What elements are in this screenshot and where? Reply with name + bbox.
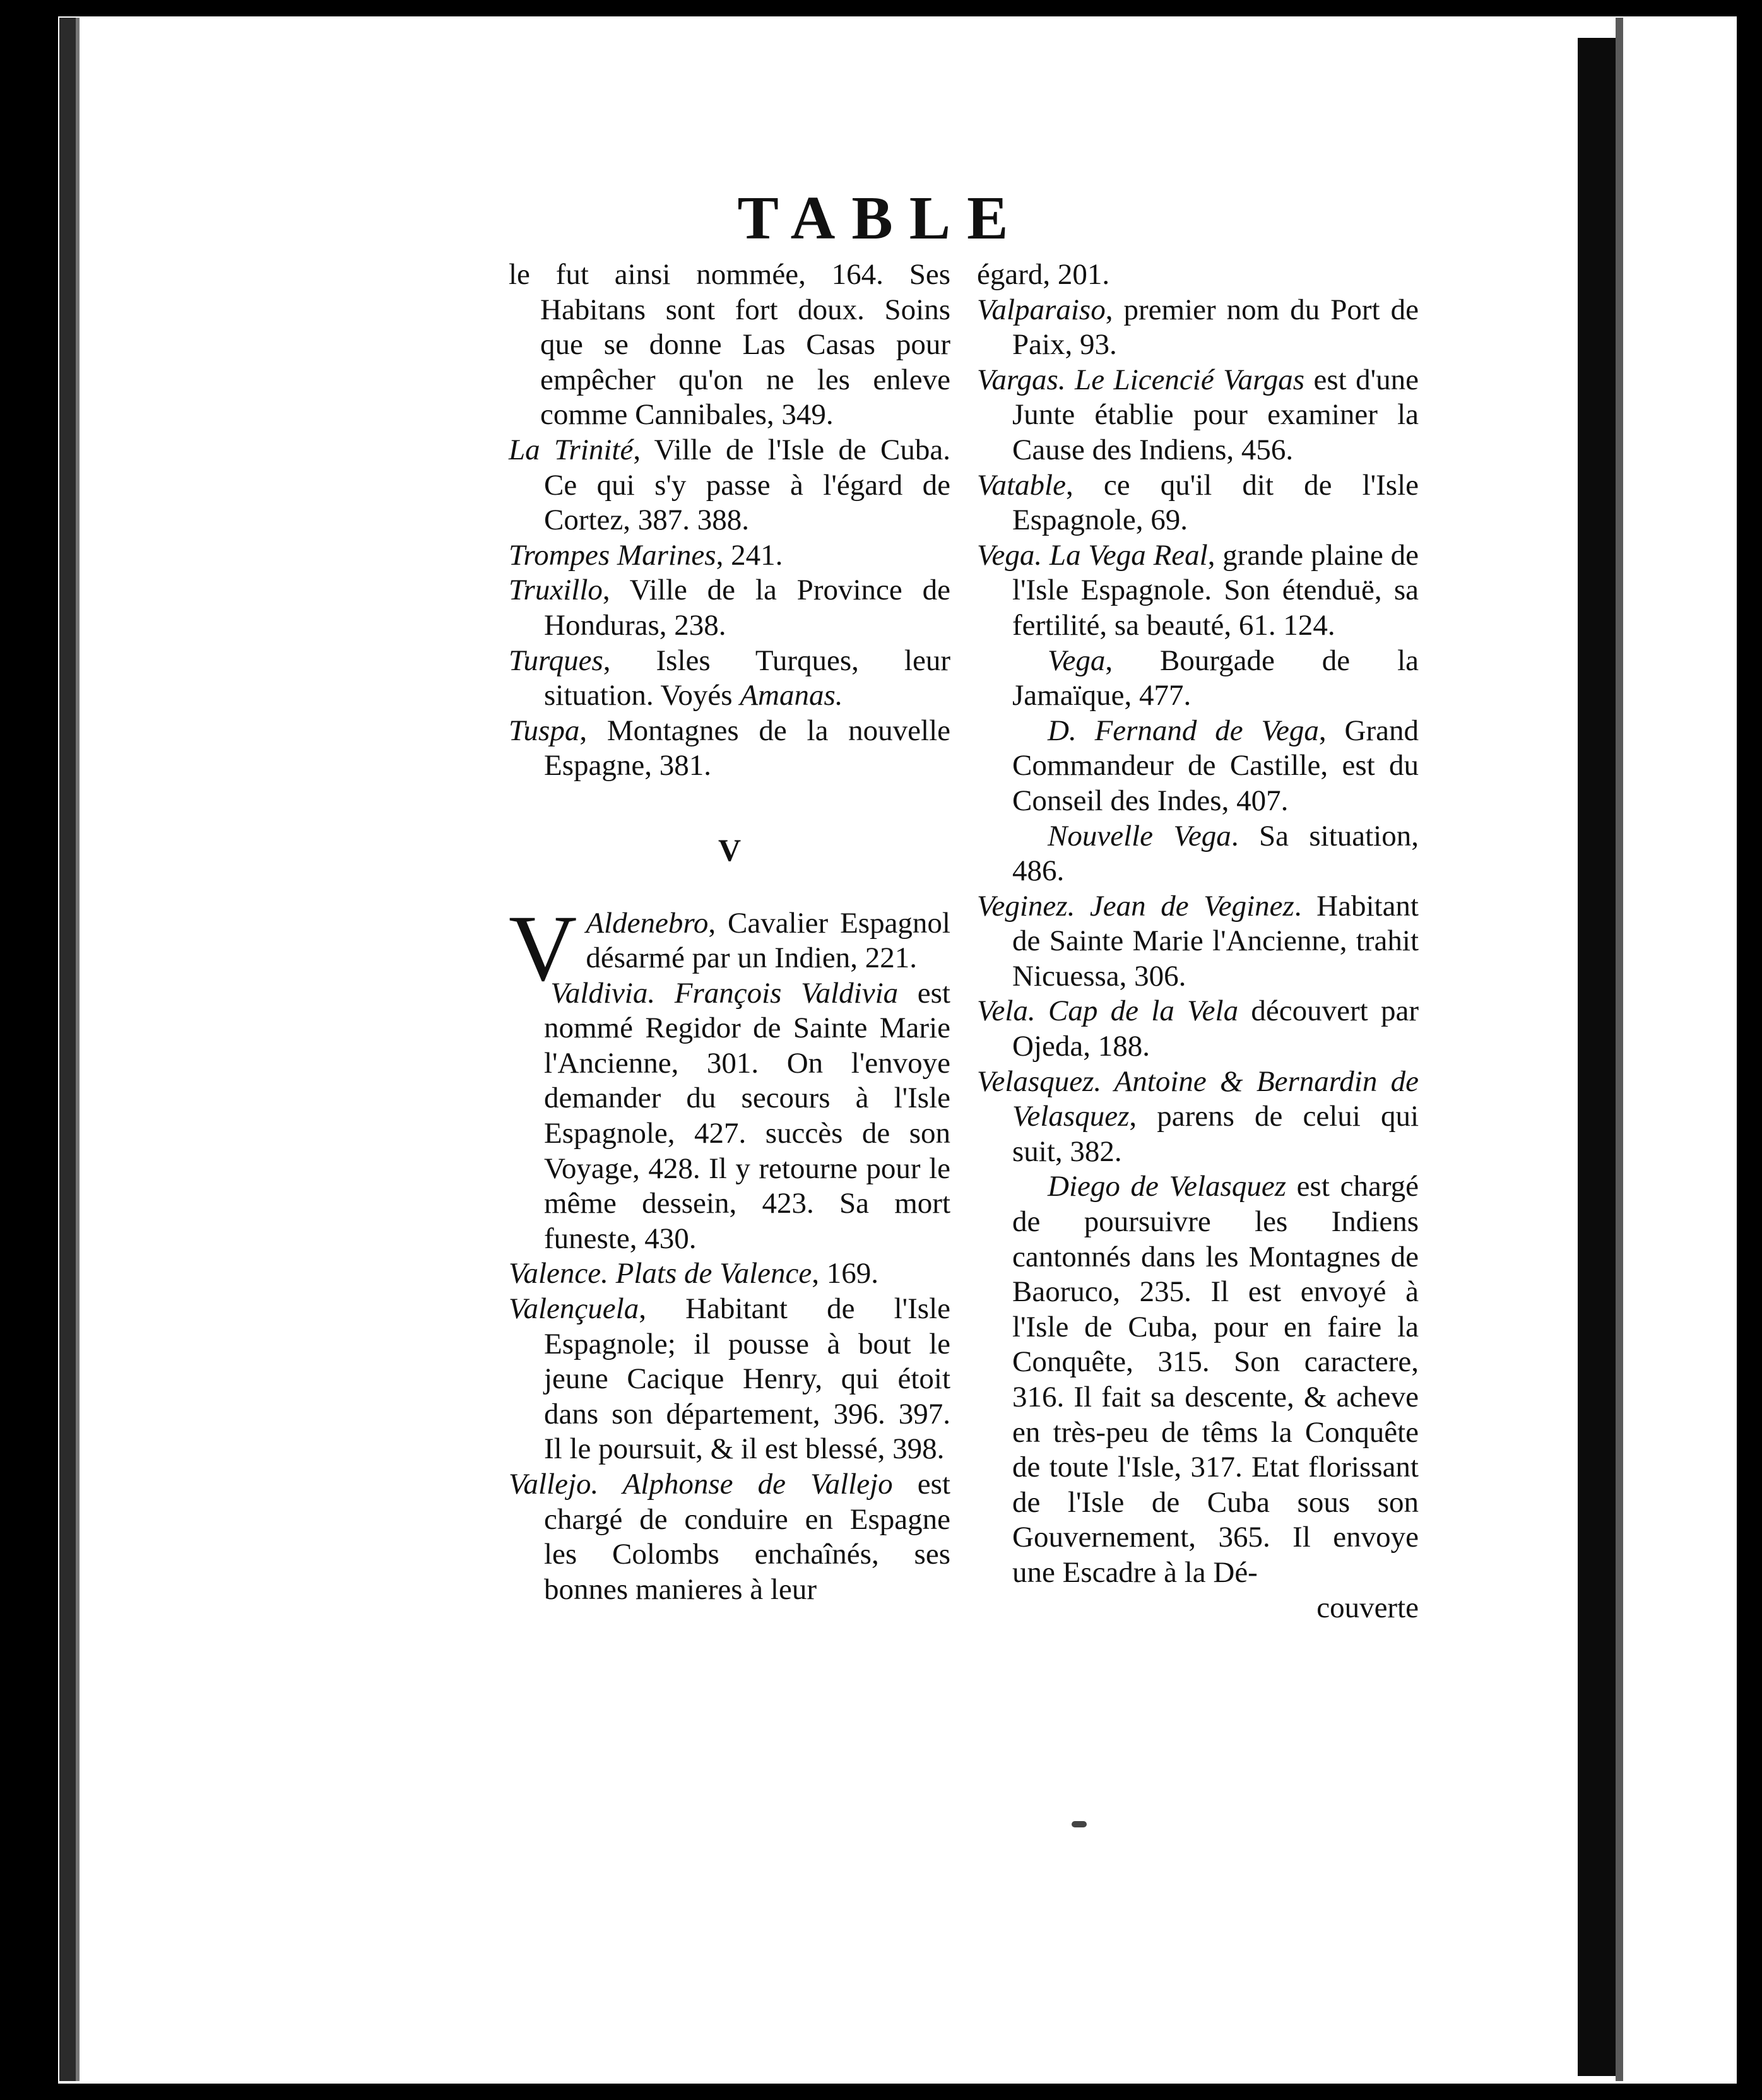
running-title: TABLE bbox=[737, 184, 1025, 252]
entry-head: Nouvelle Vega bbox=[1048, 819, 1231, 852]
entry-head: La Trinité bbox=[509, 433, 634, 466]
entry-text: , Isles Turques, leur situation. Voyés bbox=[544, 644, 950, 712]
entry-text: , ce qu'il dit de l'Isle Espagnole, 69. bbox=[1012, 468, 1419, 537]
entry-head: Vargas. Le Licencié Vargas bbox=[977, 363, 1305, 396]
index-subentry bbox=[977, 644, 1419, 714]
entry-head: Diego de Velasquez bbox=[1048, 1170, 1286, 1203]
entry-head: Vallejo. Alphonse de Vallejo bbox=[509, 1468, 893, 1501]
entry-head: Velasquez. Antoine & Bernardin de Velasquez bbox=[977, 1065, 1419, 1133]
index-entry bbox=[509, 573, 950, 643]
entry-text: , Grand Commandeur de Castille, est du Conseil des Indes, 407. bbox=[1012, 714, 1419, 817]
entry-text: , Ville de l'Isle de Cuba. Ce qui s'y passe à l'égard de Cortez, 387. 388. bbox=[544, 433, 951, 537]
index-subentry bbox=[977, 819, 1419, 889]
page-edge bbox=[76, 18, 80, 2081]
entry-text: est nommé Regidor de Sainte Marie l'Ancienne, 301. On l'envoye demander du secours à l'Isle Espagnole, 427. succès de son Voyage, 428. Il y retourne pour le même dessein, 423. Sa mort funeste, 430. bbox=[544, 976, 950, 1255]
continued-entry: le fut ainsi nommée, 164. Ses Habitans sont fort doux. Soins que se donne Las Casas pour empêcher qu'on ne les enleve comme Cannibales, 349. bbox=[509, 258, 950, 432]
index-subentry bbox=[977, 714, 1419, 819]
index-entry bbox=[977, 1065, 1419, 1170]
index-entry bbox=[509, 1467, 950, 1607]
entry-head: Aldenebro bbox=[586, 906, 709, 940]
right-column bbox=[977, 257, 1419, 1625]
entry-text: , 169. bbox=[812, 1257, 879, 1290]
entry-text: . Sa situation, 486. bbox=[1012, 819, 1419, 888]
index-entry bbox=[977, 363, 1419, 468]
entry-text: est chargé de poursuivre les Indiens cantonnés dans les Montagnes de Baoruco, 235. Il est envoyé à l'Isle de Cuba, pour en faire la Conquête, 315. Son caractere, 316. Il fait sa descente, & acheve en très-peu de têms la Conquête de toute l'Isle, 317. Etat florissant de l'Isle de Cuba sous son Gouvernement, 365. Il envoye une Escadre à la Dé- bbox=[1012, 1170, 1419, 1589]
index-entry bbox=[977, 994, 1419, 1064]
entry-head: Turques bbox=[509, 644, 603, 677]
entry-head: Vela. Cap de la Vela bbox=[977, 994, 1239, 1028]
entry-text: . Habitant de Sainte Marie l'Ancienne, trahit Nicuessa, 306. bbox=[1012, 889, 1419, 993]
entry-text: , Cavalier Espagnol désarmé par un Indien, 221. bbox=[586, 906, 950, 975]
entry-text: est chargé de conduire en Espagne les Colombs enchaînés, ses bonnes manieres à leur bbox=[544, 1468, 950, 1606]
index-entry bbox=[509, 714, 950, 784]
index-entry bbox=[509, 1256, 950, 1292]
entry-head: Valençuela bbox=[509, 1292, 639, 1326]
entry-text: , Habitant de l'Isle Espagnole; il pousse à bout le jeune Cacique Henry, qui étoit dans son département, 396. 397. Il le poursuit, & il est blessé, 398. bbox=[544, 1292, 950, 1466]
ink-smudge bbox=[1072, 1821, 1087, 1827]
entry-head: Vega bbox=[1048, 644, 1106, 677]
entry-text: , Bourgade de la Jamaïque, 477. bbox=[1012, 644, 1419, 712]
entry-text: , Ville de la Province de Honduras, 238. bbox=[544, 574, 950, 642]
drop-cap: V bbox=[509, 895, 577, 1001]
book-spine bbox=[59, 18, 76, 2081]
facing-page bbox=[1623, 18, 1737, 2081]
entry-head: Valdivia. François Valdivia bbox=[550, 976, 899, 1010]
left-column bbox=[509, 257, 950, 1607]
index-entry bbox=[977, 293, 1419, 363]
entry-head: Valparaiso bbox=[977, 293, 1106, 326]
cross-reference: Amanas. bbox=[740, 679, 843, 712]
entry-head: Vega. La Vega Real bbox=[977, 538, 1208, 572]
letter-heading: V bbox=[718, 832, 742, 868]
index-entry bbox=[977, 889, 1419, 994]
index-entry bbox=[509, 976, 950, 1257]
entry-head: Valence. Plats de Valence bbox=[509, 1257, 812, 1290]
entry-text: est d'une Junte établie pour examiner la Cause des Indiens, 456. bbox=[1012, 363, 1419, 466]
entry-text: , Montagnes de la nouvelle Espagne, 381. bbox=[544, 714, 950, 782]
index-subentry bbox=[977, 1169, 1419, 1590]
continued-entry: égard, 201. bbox=[977, 258, 1110, 291]
index-entry bbox=[509, 538, 950, 574]
entry-head: D. Fernand de Vega bbox=[1048, 714, 1319, 747]
index-entry bbox=[509, 433, 950, 538]
entry-head: Truxillo bbox=[509, 574, 603, 607]
gutter-shadow bbox=[1578, 38, 1616, 2076]
entry-text: , premier nom du Port de Paix, 93. bbox=[1012, 293, 1419, 362]
index-entry bbox=[977, 468, 1419, 538]
entry-head: Veginez. Jean de Veginez bbox=[977, 889, 1294, 923]
entry-text: découvert par Ojeda, 188. bbox=[1012, 994, 1419, 1063]
index-entry bbox=[509, 644, 950, 714]
entry-head: Vatable bbox=[977, 468, 1066, 502]
entry-text: , grande plaine de l'Isle Espagnole. Son étenduë, sa fertilité, sa beauté, 61. 124. bbox=[1012, 538, 1419, 642]
entry-text: , parens de celui qui suit, 382. bbox=[1012, 1100, 1419, 1168]
entry-text: , 241. bbox=[716, 538, 783, 572]
index-entry bbox=[509, 1292, 950, 1467]
catchword: couverte bbox=[1316, 1591, 1419, 1624]
entry-head: Trompes Marines bbox=[509, 538, 716, 572]
index-entry bbox=[977, 538, 1419, 644]
gutter-edge bbox=[1616, 18, 1623, 2081]
entry-head: Tuspa bbox=[509, 714, 580, 747]
